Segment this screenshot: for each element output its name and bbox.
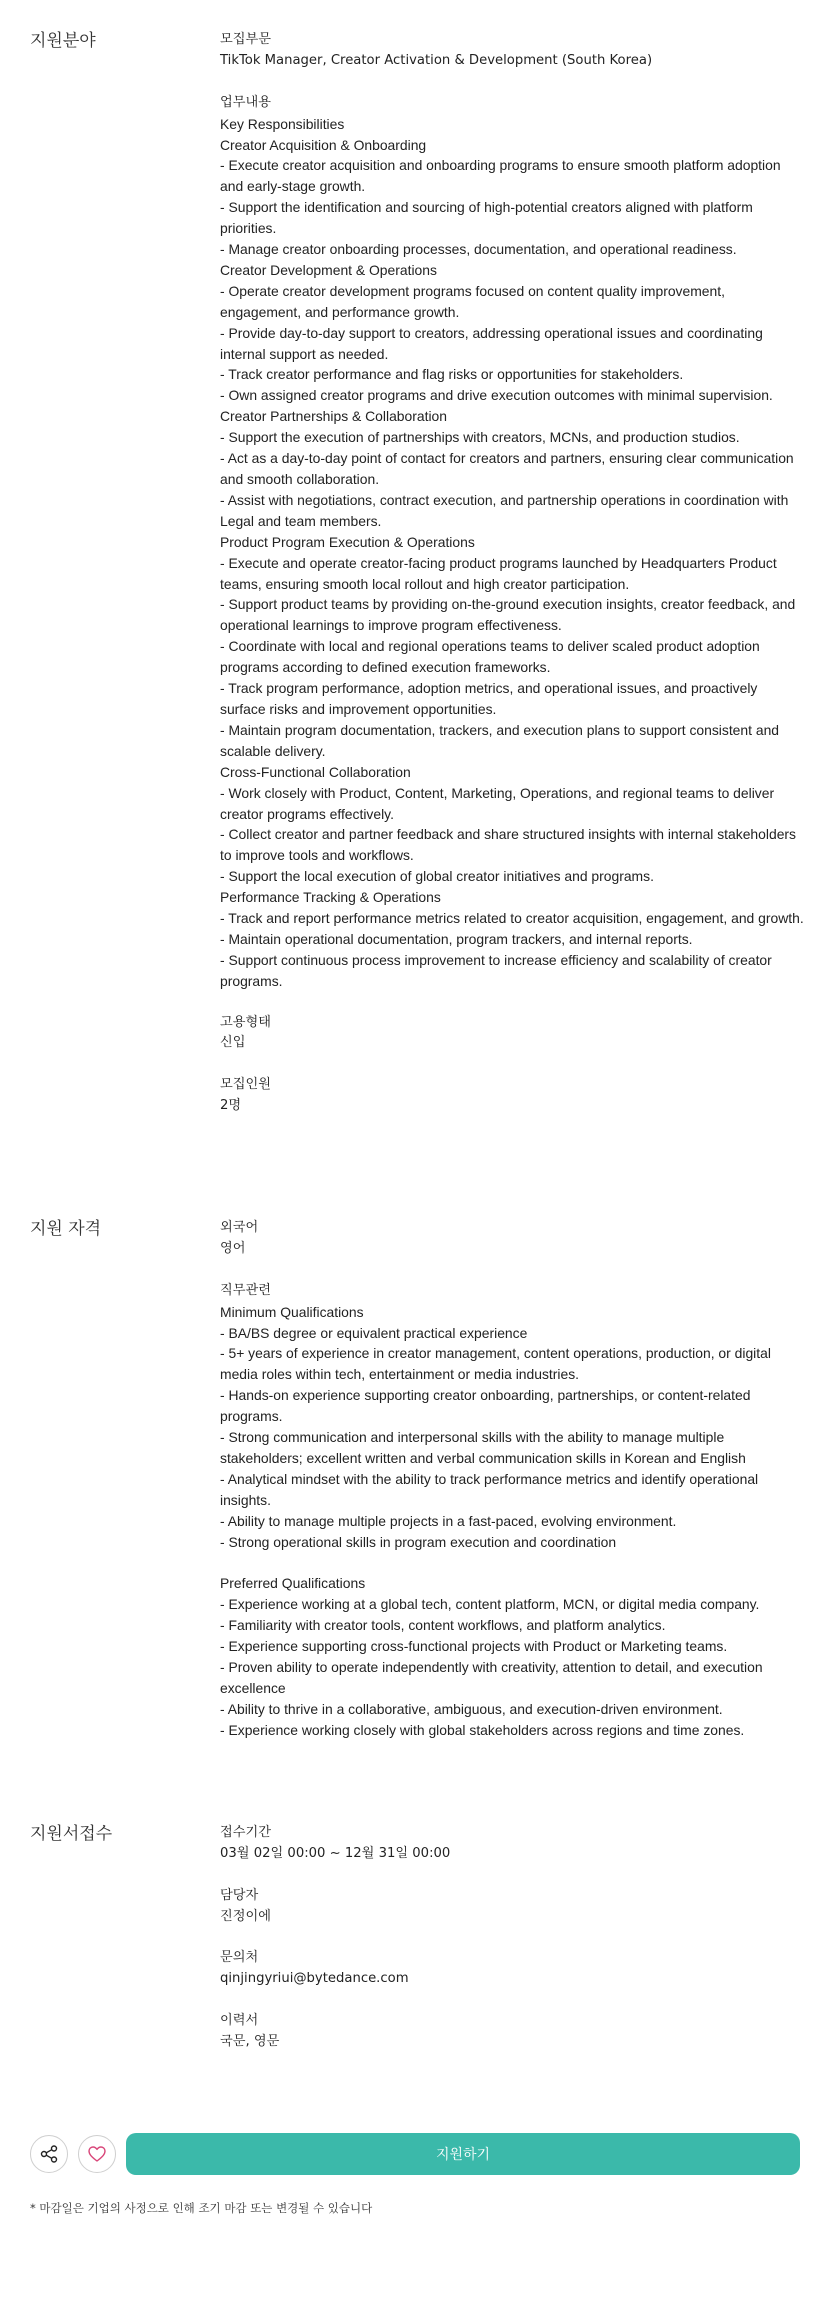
field-value-line: Key Responsibilities bbox=[220, 115, 345, 132]
field-value-line: Minimum Qualifications bbox=[220, 1303, 364, 1320]
field-value-line: - Ability to manage multiple projects in a fast-paced, evolving environment. bbox=[220, 1512, 677, 1529]
field-value-line: - Track program performance, adoption metrics, and operational issues, and proactively surface risks and improvement opportunities. bbox=[220, 680, 758, 717]
section-body bbox=[220, 1823, 805, 2053]
field-value-line: - Maintain operational documentation, program trackers, and internal reports. bbox=[220, 930, 693, 947]
field-value-line: 진정이에 bbox=[220, 1908, 271, 1924]
field-label: 접수기간 bbox=[220, 1825, 271, 1840]
field-value-line: - Hands-on experience supporting creator onboarding, partnerships, or content-related programs. bbox=[220, 1387, 751, 1425]
field-spacer bbox=[220, 1928, 805, 1949]
field-spacer bbox=[220, 1260, 805, 1281]
field-value-line: - Execute and operate creator-facing product programs launched by Headquarters Product teams, ensuring smooth local rollout and high creator participation. bbox=[220, 554, 777, 592]
field-value-line: - Assist with negotiations, contract execution, and partnership operations in coordination with Legal and team members. bbox=[220, 491, 789, 529]
apply-button[interactable]: 지원하기 bbox=[126, 2133, 800, 2175]
field-label: 직무관련 bbox=[220, 1282, 271, 1298]
section-title: 지원분야 bbox=[30, 31, 96, 51]
section-body bbox=[220, 30, 805, 1117]
field-label: 문의처 bbox=[220, 1950, 259, 1966]
field-value-line: - Strong communication and interpersonal skills with the ability to manage multiple stakeholders; excellent written and verbal communication skills in Korean and English bbox=[220, 1429, 746, 1466]
field-value-line: - Proven ability to operate independently with creativity, attention to detail, and execution excellence bbox=[220, 1659, 763, 1696]
field-value-line: 국문, 영문 bbox=[220, 2034, 280, 2050]
field-value-line: - Familiarity with creator tools, content workflows, and platform analytics. bbox=[220, 1617, 666, 1634]
field-label: 담당자 bbox=[220, 1887, 259, 1903]
field-value-line: - Maintain program documentation, trackers, and execution plans to support consistent and scalable delivery. bbox=[220, 721, 780, 759]
field-value-line: 2명 bbox=[220, 1098, 242, 1114]
field-value-line: - Support continuous process improvement to increase efficiency and scalability of creator programs. bbox=[220, 951, 772, 989]
field-value-line: - Collect creator and partner feedback and share structured insights with internal stakeholders to improve tools and workflows. bbox=[220, 826, 796, 864]
field-label: 외국어 bbox=[220, 1220, 259, 1235]
field-value-line: - Support the local execution of global creator initiatives and programs. bbox=[220, 868, 654, 885]
field-value-line: 영어 bbox=[220, 1240, 246, 1256]
field-value-line: - Own assigned creator programs and drive execution outcomes with minimal supervision. bbox=[220, 387, 773, 404]
field-value-line: 신입 bbox=[220, 1035, 246, 1051]
field-value-line: - Ability to thrive in a collaborative, ambiguous, and execution-driven environment. bbox=[220, 1700, 723, 1717]
field-value-line: - Support the identification and sourcing of high-potential creators aligned with platform priorities. bbox=[220, 199, 753, 237]
field-value-line: - Experience supporting cross-functional projects with Product or Marketing teams. bbox=[220, 1638, 728, 1655]
field-label: 모집부문 bbox=[220, 32, 271, 47]
field-value-line: qinjingyriui@bytedance.com bbox=[220, 1971, 409, 1987]
field-spacer bbox=[220, 1054, 805, 1075]
field-value-line: - Provide day-to-day support to creators, addressing operational issues and coordinating internal support as needed. bbox=[220, 324, 763, 362]
field-value-line: Preferred Qualifications bbox=[220, 1575, 366, 1592]
field-value-line: - Experience working closely with global stakeholders across regions and time zones. bbox=[220, 1721, 745, 1738]
field-value-line: - Execute creator acquisition and onboarding programs to ensure smooth platform adoption and early-stage growth. bbox=[220, 157, 781, 195]
field-value-line: - BA/BS degree or equivalent practical experience bbox=[220, 1324, 528, 1341]
share-icon bbox=[39, 2144, 59, 2164]
section-title: 지원 자격 bbox=[30, 1219, 102, 1239]
field-spacer bbox=[220, 1865, 805, 1886]
field-value-line: - Support the execution of partnerships with creators, MCNs, and production studios. bbox=[220, 429, 740, 446]
field-value-line: - Track creator performance and flag risks or opportunities for stakeholders. bbox=[220, 366, 684, 383]
field-value-line: - Coordinate with local and regional operations teams to deliver scaled product adoption programs according to defined execution frameworks. bbox=[220, 638, 760, 676]
field-value-line: - Experience working at a global tech, content platform, MCN, or digital media company. bbox=[220, 1596, 760, 1613]
field-spacer bbox=[220, 992, 805, 1013]
field-value-line: Performance Tracking & Operations bbox=[220, 889, 441, 906]
field-value-line: - Work closely with Product, Content, Marketing, Operations, and regional teams to deliver creator programs effectively. bbox=[220, 784, 775, 822]
field-label: 이력서 bbox=[220, 2013, 259, 2029]
field-value-line: - Operate creator development programs focused on content quality improvement, engagement, and performance growth. bbox=[220, 282, 725, 320]
field-value-line: - Analytical mindset with the ability to track performance metrics and identify operational insights. bbox=[220, 1470, 759, 1508]
section-title: 지원서접수 bbox=[30, 1824, 113, 1844]
field-value-line: - Track and report performance metrics related to creator acquisition, engagement, and growth. bbox=[220, 910, 804, 927]
field-label: 업무내용 bbox=[220, 94, 271, 110]
deadline-notice: * 마감일은 기업의 사정으로 인해 조기 마감 또는 변경될 수 있습니다 bbox=[30, 2201, 373, 2215]
section-body bbox=[220, 1218, 805, 1741]
field-label: 고용형태 bbox=[220, 1014, 271, 1030]
heart-icon bbox=[87, 2144, 107, 2164]
field-spacer bbox=[220, 72, 805, 93]
action-bar bbox=[30, 2133, 800, 2175]
field-spacer bbox=[220, 1552, 805, 1573]
field-value-line: - 5+ years of experience in creator management, content operations, production, or digital media roles within tech, entertainment or media industries. bbox=[220, 1345, 771, 1383]
field-value-line: - Support product teams by providing on-the-ground execution insights, creator feedback, and operational learnings to improve program effectiveness. bbox=[220, 596, 796, 634]
field-value-line: Cross-Functional Collaboration bbox=[220, 763, 411, 780]
field-value-line: - Manage creator onboarding processes, documentation, and operational readiness. bbox=[220, 241, 737, 258]
field-label: 모집인원 bbox=[220, 1077, 271, 1093]
field-value-line: - Strong operational skills in program execution and coordination bbox=[220, 1533, 617, 1550]
like-button[interactable] bbox=[78, 2135, 116, 2173]
field-value-line: 03월 02일 00:00 ~ 12월 31일 00:00 bbox=[220, 1845, 451, 1861]
field-value-line: TikTok Manager, Creator Activation & Development (South Korea) bbox=[220, 52, 653, 68]
field-value-line: Creator Partnerships & Collaboration bbox=[220, 408, 447, 425]
field-value-line: Creator Development & Operations bbox=[220, 261, 437, 278]
field-value-line: - Act as a day-to-day point of contact for creators and partners, ensuring clear communication and smooth collaboration. bbox=[220, 450, 794, 488]
field-value-line: Creator Acquisition & Onboarding bbox=[220, 136, 427, 153]
field-spacer bbox=[220, 1990, 805, 2011]
field-value-line: Product Program Execution & Operations bbox=[220, 533, 475, 550]
share-button[interactable] bbox=[30, 2135, 68, 2173]
